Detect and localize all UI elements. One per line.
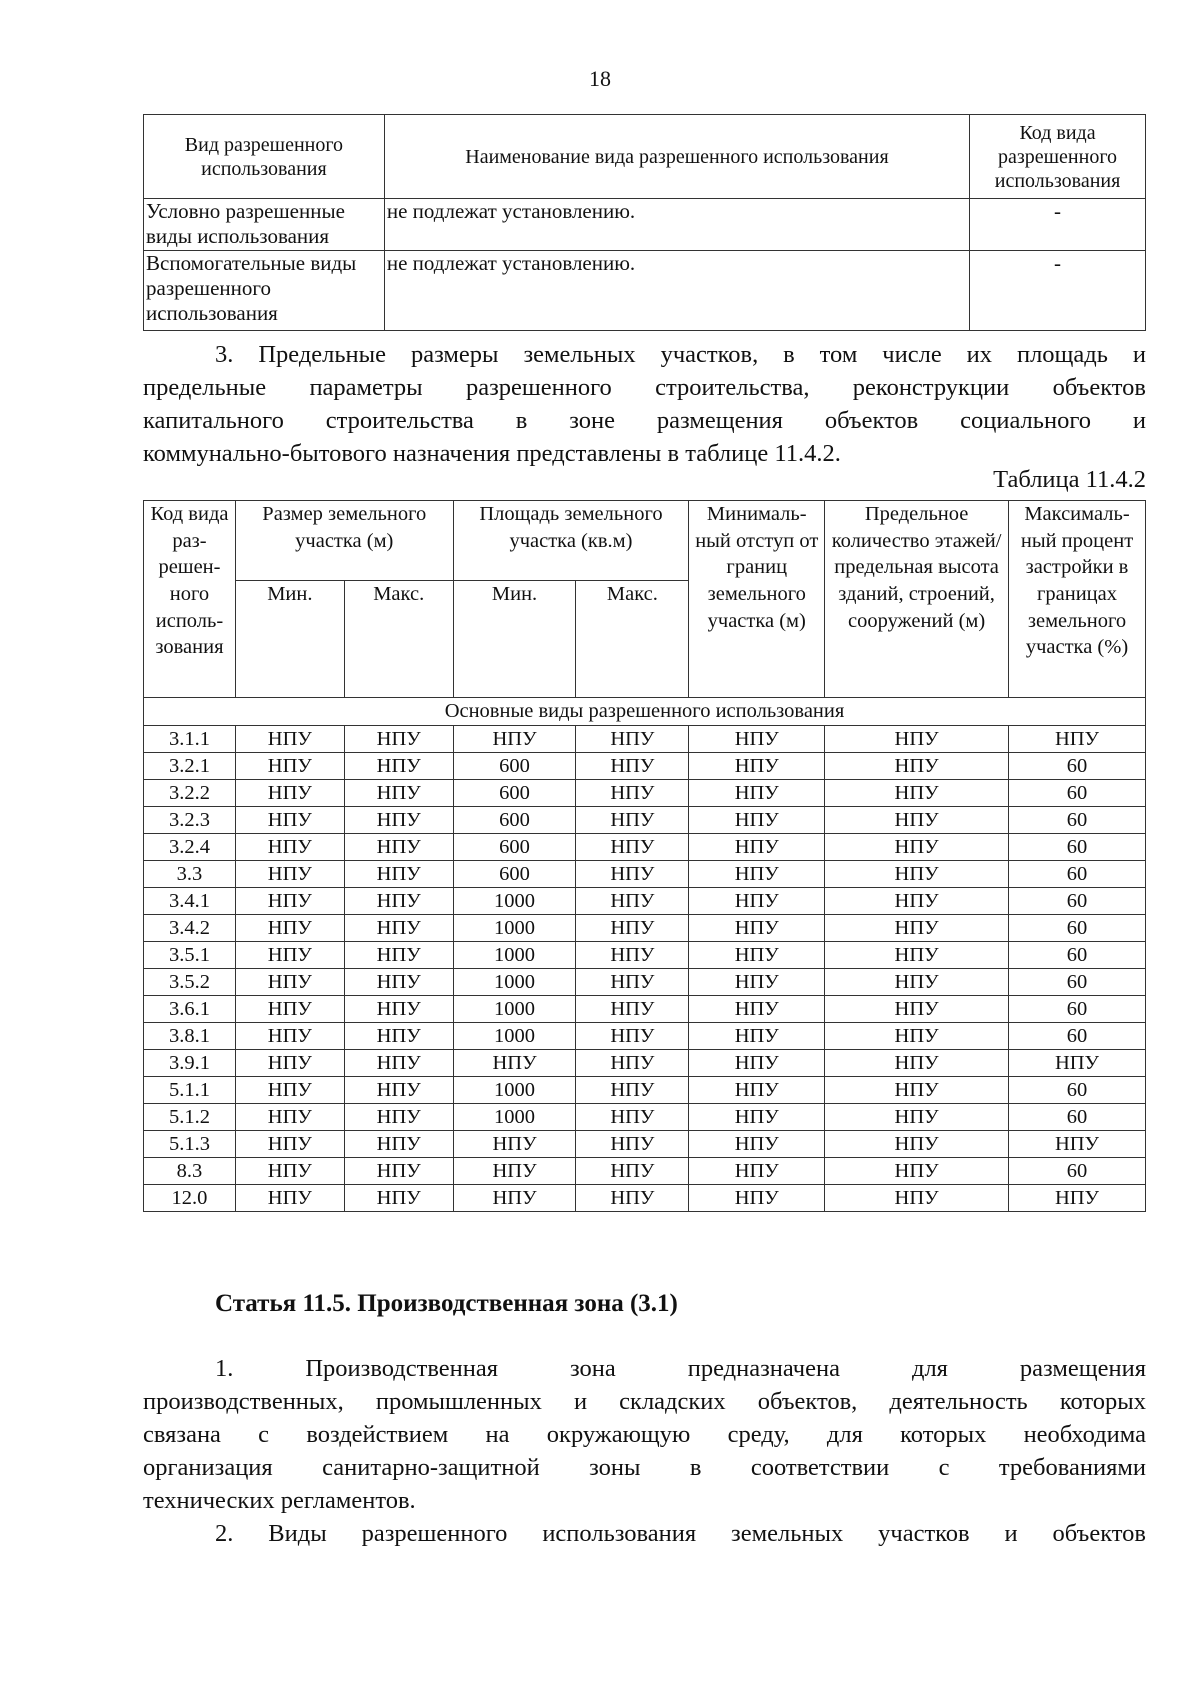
header-size-max: Макс.	[344, 581, 453, 698]
cell-size-min: НПУ	[235, 888, 344, 915]
cell-size-max: НПУ	[344, 1050, 453, 1077]
cell-area-min: НПУ	[453, 726, 576, 753]
cell-floors: НПУ	[825, 888, 1009, 915]
header-percent: Максималь-ный процент застройки в границах земельного участка (%)	[1009, 501, 1146, 698]
paragraph-2-line: 2. Виды разрешенного использования земельных участков и объектов	[215, 1520, 1146, 1547]
cell-code: 12.0	[144, 1185, 236, 1212]
cell-floors: НПУ	[825, 1077, 1009, 1104]
cell-area-max: НПУ	[576, 834, 689, 861]
header-use-name: Наименование вида разрешенного использования	[384, 115, 969, 199]
cell-percent: 60	[1009, 888, 1146, 915]
cell-size-max: НПУ	[344, 1185, 453, 1212]
cell-area-max: НПУ	[576, 1050, 689, 1077]
table-row	[144, 1185, 1146, 1212]
table-row	[144, 726, 1146, 753]
section-main-uses: Основные виды разрешенного использования	[144, 698, 1146, 726]
paragraph-1-line: 1. Производственная зона предназначена для размещения	[215, 1355, 1146, 1382]
cell-percent: 60	[1009, 861, 1146, 888]
cell-area-min: 1000	[453, 1104, 576, 1131]
cell-floors: НПУ	[825, 1104, 1009, 1131]
cell-percent: 60	[1009, 780, 1146, 807]
cell-floors: НПУ	[825, 915, 1009, 942]
cell-size-min: НПУ	[235, 1104, 344, 1131]
cell-setback: НПУ	[689, 1050, 825, 1077]
cell-code: 3.3	[144, 861, 236, 888]
cell-size-min: НПУ	[235, 726, 344, 753]
cell-percent: 60	[1009, 1077, 1146, 1104]
header-code: Код вида раз-решен-ного исполь-зования	[144, 501, 236, 698]
cell-size-max: НПУ	[344, 915, 453, 942]
header-use-type: Вид разрешенного использования	[144, 115, 385, 199]
cell-setback: НПУ	[689, 1131, 825, 1158]
cell-size-max: НПУ	[344, 969, 453, 996]
article-heading: Статья 11.5. Производственная зона (3.1)	[215, 1290, 678, 1317]
cell-code: 3.4.1	[144, 888, 236, 915]
cell-size-min: НПУ	[235, 915, 344, 942]
cell-percent: 60	[1009, 1158, 1146, 1185]
cell-floors: НПУ	[825, 861, 1009, 888]
cell-percent: 60	[1009, 996, 1146, 1023]
cell-area-max: НПУ	[576, 969, 689, 996]
header-area-min: Мин.	[453, 581, 576, 698]
cell-area-min: 600	[453, 780, 576, 807]
cell-code: 5.1.1	[144, 1077, 236, 1104]
cell-floors: НПУ	[825, 942, 1009, 969]
cell-setback: НПУ	[689, 861, 825, 888]
cell-area-min: НПУ	[453, 1131, 576, 1158]
cell-size-min: НПУ	[235, 996, 344, 1023]
table-row	[144, 1104, 1146, 1131]
cell-area-min: 1000	[453, 942, 576, 969]
cell-size-min: НПУ	[235, 1077, 344, 1104]
cell-size-min: НПУ	[235, 969, 344, 996]
cell-floors: НПУ	[825, 753, 1009, 780]
parameters-table	[143, 500, 1146, 1212]
cell-setback: НПУ	[689, 1158, 825, 1185]
table-row	[144, 780, 1146, 807]
cell-code: 3.5.2	[144, 969, 236, 996]
cell-floors: НПУ	[825, 1158, 1009, 1185]
cell-setback: НПУ	[689, 834, 825, 861]
cell-area-min: 600	[453, 807, 576, 834]
cell-size-max: НПУ	[344, 726, 453, 753]
header-floors: Предельное количество этажей/ предельная высота зданий, строений, сооружений (м)	[825, 501, 1009, 698]
cell-floors: НПУ	[825, 726, 1009, 753]
cell-code: 3.4.2	[144, 915, 236, 942]
page-number: 18	[589, 66, 611, 91]
cell-floors: НПУ	[825, 780, 1009, 807]
cell-size-max: НПУ	[344, 1104, 453, 1131]
cell-percent: 60	[1009, 969, 1146, 996]
paragraph-1-line: технических регламентов.	[143, 1487, 416, 1514]
cell-area-min: 1000	[453, 915, 576, 942]
cell-setback: НПУ	[689, 1185, 825, 1212]
cell-code: 3.2.2	[144, 780, 236, 807]
cell-code: 8.3	[144, 1158, 236, 1185]
table-row	[144, 915, 1146, 942]
cell-percent: 60	[1009, 834, 1146, 861]
cell-setback: НПУ	[689, 942, 825, 969]
cell-area-min: НПУ	[453, 1050, 576, 1077]
cell-size-max: НПУ	[344, 1023, 453, 1050]
cell-percent: НПУ	[1009, 1185, 1146, 1212]
cell-code: 3.9.1	[144, 1050, 236, 1077]
conditional-use-code: -	[970, 199, 1146, 251]
paragraph-1	[143, 1352, 1146, 1517]
cell-size-min: НПУ	[235, 942, 344, 969]
cell-floors: НПУ	[825, 996, 1009, 1023]
table-row	[144, 861, 1146, 888]
cell-area-min: 600	[453, 861, 576, 888]
cell-size-max: НПУ	[344, 996, 453, 1023]
table-row	[144, 969, 1146, 996]
cell-code: 3.2.4	[144, 834, 236, 861]
cell-area-min: 600	[453, 834, 576, 861]
conditional-use-name: не подлежат установлению.	[384, 199, 969, 251]
cell-area-min: 600	[453, 753, 576, 780]
cell-percent: 60	[1009, 753, 1146, 780]
auxiliary-use-type: Вспомогательные виды разрешенного использования	[144, 251, 385, 331]
cell-size-max: НПУ	[344, 834, 453, 861]
paragraph-3-line: 3. Предельные размеры земельных участков, в том числе их площадь и	[215, 341, 1146, 368]
cell-size-min: НПУ	[235, 780, 344, 807]
cell-setback: НПУ	[689, 753, 825, 780]
table-row	[144, 1023, 1146, 1050]
cell-area-min: НПУ	[453, 1185, 576, 1212]
paragraph-1-line: производственных, промышленных и складских объектов, деятельность которых	[143, 1388, 1146, 1415]
cell-area-max: НПУ	[576, 807, 689, 834]
cell-code: 5.1.2	[144, 1104, 236, 1131]
auxiliary-use-name: не подлежат установлению.	[384, 251, 969, 331]
paragraph-1-line: связана с воздействием на окружающую среду, для которых необходима	[143, 1421, 1146, 1448]
paragraph-3-line: предельные параметры разрешенного строительства, реконструкции объектов	[143, 374, 1146, 401]
cell-size-min: НПУ	[235, 1131, 344, 1158]
cell-percent: НПУ	[1009, 1131, 1146, 1158]
cell-percent: 60	[1009, 1104, 1146, 1131]
cell-area-max: НПУ	[576, 1131, 689, 1158]
cell-setback: НПУ	[689, 780, 825, 807]
header-use-code: Код вида разрешенного использования	[970, 115, 1146, 199]
cell-floors: НПУ	[825, 834, 1009, 861]
header-size-min: Мин.	[235, 581, 344, 698]
cell-area-max: НПУ	[576, 726, 689, 753]
cell-code: 3.8.1	[144, 1023, 236, 1050]
cell-floors: НПУ	[825, 1185, 1009, 1212]
cell-code: 3.2.1	[144, 753, 236, 780]
cell-area-max: НПУ	[576, 1185, 689, 1212]
cell-percent: 60	[1009, 915, 1146, 942]
cell-area-min: 1000	[453, 1023, 576, 1050]
cell-setback: НПУ	[689, 807, 825, 834]
table-row	[144, 1131, 1146, 1158]
cell-size-min: НПУ	[235, 834, 344, 861]
table-row	[144, 807, 1146, 834]
cell-floors: НПУ	[825, 1050, 1009, 1077]
table-row	[144, 1158, 1146, 1185]
table-row	[144, 753, 1146, 780]
table-row	[144, 834, 1146, 861]
cell-percent: 60	[1009, 942, 1146, 969]
cell-percent: НПУ	[1009, 726, 1146, 753]
cell-size-min: НПУ	[235, 1185, 344, 1212]
paragraph-3	[143, 338, 1146, 470]
cell-area-max: НПУ	[576, 996, 689, 1023]
cell-size-min: НПУ	[235, 807, 344, 834]
cell-size-max: НПУ	[344, 942, 453, 969]
cell-size-max: НПУ	[344, 888, 453, 915]
cell-size-max: НПУ	[344, 780, 453, 807]
cell-percent: 60	[1009, 1023, 1146, 1050]
cell-area-max: НПУ	[576, 915, 689, 942]
cell-size-max: НПУ	[344, 753, 453, 780]
cell-setback: НПУ	[689, 1104, 825, 1131]
cell-area-min: 1000	[453, 888, 576, 915]
cell-code: 3.6.1	[144, 996, 236, 1023]
cell-size-min: НПУ	[235, 861, 344, 888]
cell-setback: НПУ	[689, 1023, 825, 1050]
cell-floors: НПУ	[825, 1023, 1009, 1050]
cell-area-min: 1000	[453, 996, 576, 1023]
cell-size-min: НПУ	[235, 1050, 344, 1077]
cell-percent: 60	[1009, 807, 1146, 834]
cell-percent: НПУ	[1009, 1050, 1146, 1077]
cell-setback: НПУ	[689, 1077, 825, 1104]
cell-area-max: НПУ	[576, 753, 689, 780]
parameters-table-body	[144, 726, 1146, 1212]
cell-area-max: НПУ	[576, 1158, 689, 1185]
cell-size-max: НПУ	[344, 1158, 453, 1185]
cell-size-max: НПУ	[344, 861, 453, 888]
header-setback: Минималь-ный отступ от границ земельного участка (м)	[689, 501, 825, 698]
cell-area-max: НПУ	[576, 888, 689, 915]
cell-floors: НПУ	[825, 969, 1009, 996]
cell-code: 3.5.1	[144, 942, 236, 969]
cell-area-max: НПУ	[576, 780, 689, 807]
cell-setback: НПУ	[689, 726, 825, 753]
paragraph-3-line: коммунально-бытового назначения представлены в таблице 11.4.2.	[143, 440, 841, 467]
conditional-use-type: Условно разрешенные виды использования	[144, 199, 385, 251]
cell-size-max: НПУ	[344, 1131, 453, 1158]
cell-setback: НПУ	[689, 969, 825, 996]
cell-floors: НПУ	[825, 1131, 1009, 1158]
cell-area-max: НПУ	[576, 1023, 689, 1050]
cell-area-min: НПУ	[453, 1158, 576, 1185]
cell-size-min: НПУ	[235, 1158, 344, 1185]
table-caption: Таблица 11.4.2	[993, 466, 1146, 493]
paragraph-1-line: организация санитарно-защитной зоны в соответствии с требованиями	[143, 1454, 1146, 1481]
table-row	[144, 1077, 1146, 1104]
auxiliary-use-code: -	[970, 251, 1146, 331]
table-row	[144, 888, 1146, 915]
cell-size-max: НПУ	[344, 1077, 453, 1104]
paragraph-3-line: капитального строительства в зоне размещения объектов социального и	[143, 407, 1146, 434]
cell-code: 3.2.3	[144, 807, 236, 834]
cell-setback: НПУ	[689, 888, 825, 915]
table-row	[144, 942, 1146, 969]
paragraph-2	[143, 1517, 1146, 1550]
cell-setback: НПУ	[689, 915, 825, 942]
cell-size-min: НПУ	[235, 1023, 344, 1050]
cell-area-max: НПУ	[576, 861, 689, 888]
cell-area-max: НПУ	[576, 942, 689, 969]
cell-area-min: 1000	[453, 1077, 576, 1104]
header-area-max: Макс.	[576, 581, 689, 698]
cell-code: 3.1.1	[144, 726, 236, 753]
table-row	[144, 996, 1146, 1023]
header-plot-size: Размер земельного участка (м)	[235, 501, 453, 581]
header-plot-area: Площадь земельного участка (кв.м)	[453, 501, 689, 581]
cell-code: 5.1.3	[144, 1131, 236, 1158]
cell-setback: НПУ	[689, 996, 825, 1023]
permitted-use-table	[143, 114, 1146, 331]
cell-area-max: НПУ	[576, 1104, 689, 1131]
cell-area-min: 1000	[453, 969, 576, 996]
cell-size-min: НПУ	[235, 753, 344, 780]
cell-floors: НПУ	[825, 807, 1009, 834]
table-row	[144, 1050, 1146, 1077]
cell-area-max: НПУ	[576, 1077, 689, 1104]
cell-size-max: НПУ	[344, 807, 453, 834]
